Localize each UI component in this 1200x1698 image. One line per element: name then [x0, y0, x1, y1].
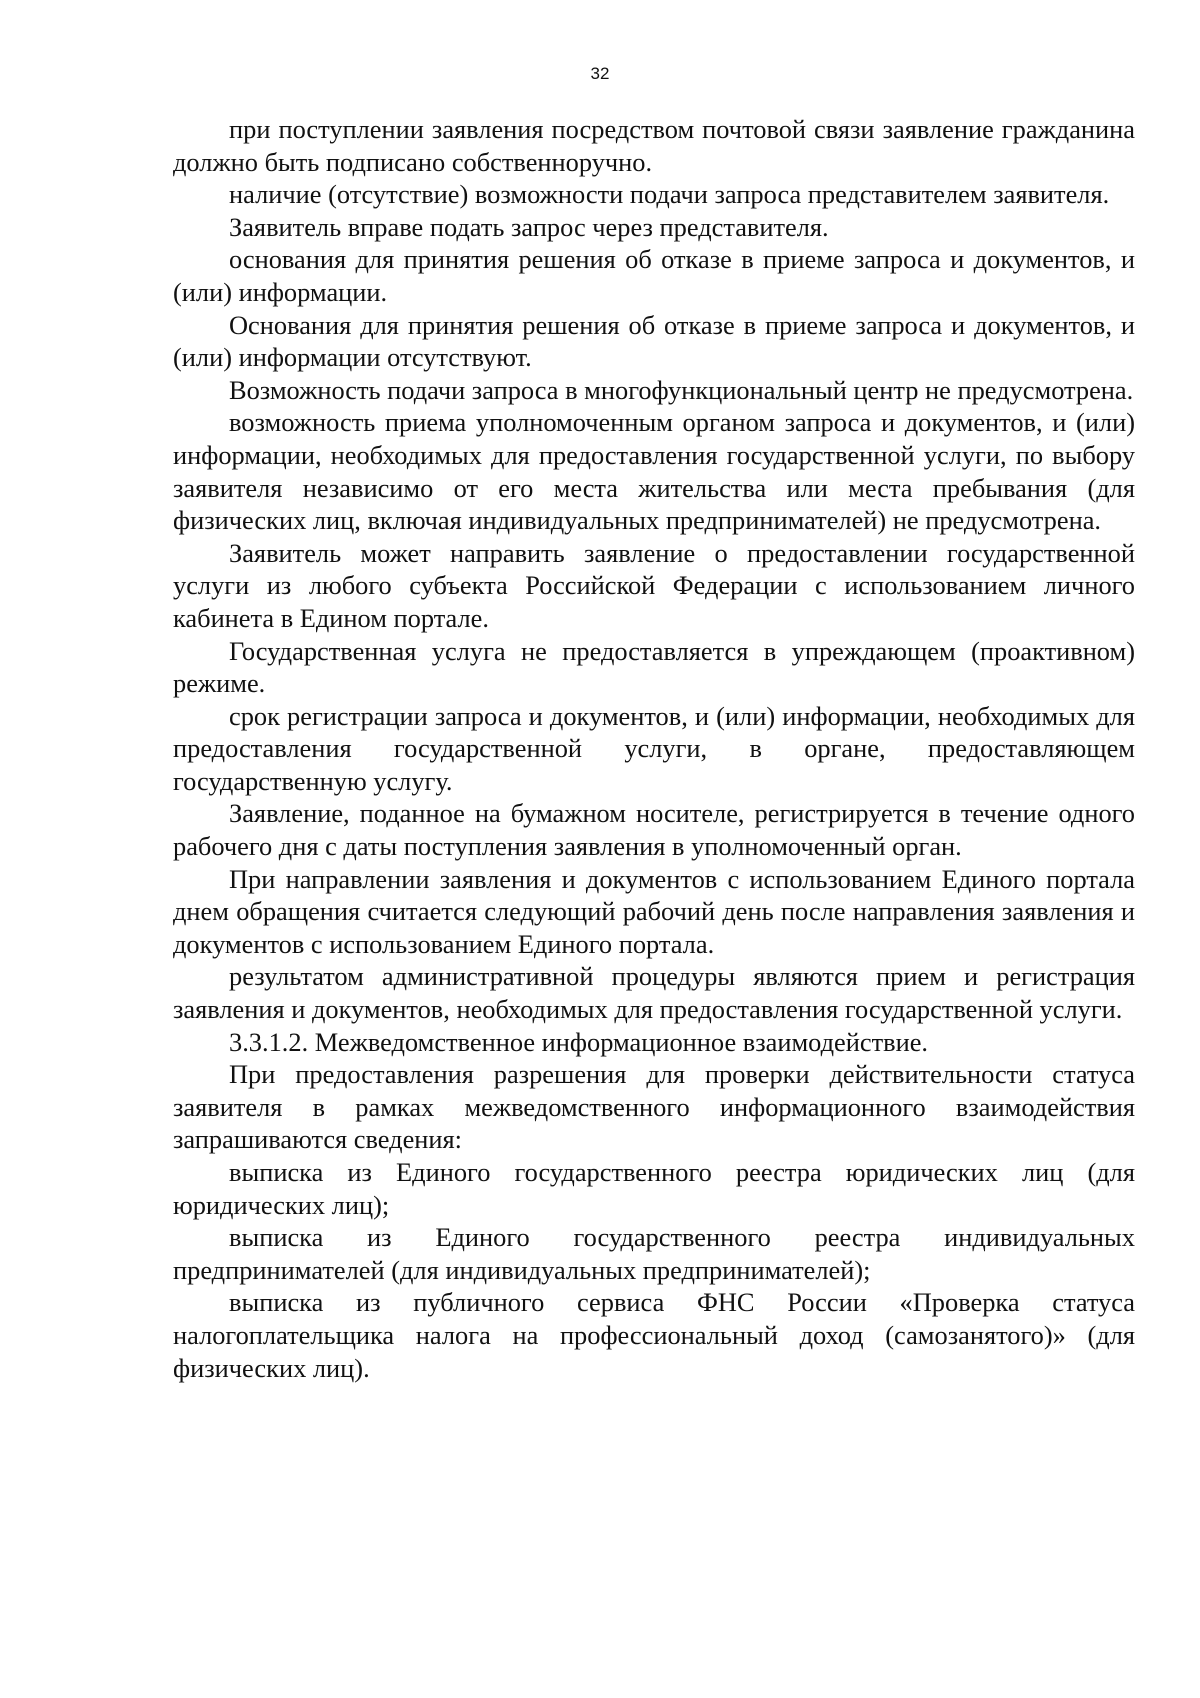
paragraph-procedure-result: результатом административной процедуры являются прием и регистрация заявления и документов, необходимых для предоставления государственной услуги. [173, 961, 1135, 1025]
list-item-egrip: выписка из Единого государственного реестра индивидуальных предпринимателей (для индивидуальных предпринимателей); [173, 1222, 1135, 1285]
paragraph-mfc-not-provided: Возможность подачи запроса в многофункциональный центр не предусмотрена. [229, 374, 1134, 405]
paragraph-any-region: Заявитель может направить заявление о предоставлении государственной услуги из любого субъекта Российской Федерации с использованием личного кабинета в Едином портале. [173, 537, 1135, 633]
paragraph-refusal-grounds-heading: основания для принятия решения об отказе в приеме запроса и документов, и (или) информации. [173, 244, 1135, 307]
paragraph-paper-registration: Заявление, поданное на бумажном носителе, регистрируется в течение одного рабочего дня с даты поступления заявления в уполномоченный орган. [173, 798, 1135, 862]
page-number: 32 [590, 64, 610, 83]
paragraph-proactive-mode: Государственная услуга не предоставляется в упреждающем (проактивном) режиме. [173, 635, 1135, 699]
paragraph-registration-term-heading: срок регистрации запроса и документов, и (или) информации, необходимых для предоставления государственной услуги, в органе, предоставляющем государственную услугу. [173, 700, 1135, 796]
paragraph-interagency-requests: При предоставления разрешения для проверки действительности статуса заявителя в рамках межведомственного информационного взаимодействия запрашиваются сведения: [173, 1059, 1135, 1155]
list-item-fns-self-employed: выписка из публичного сервиса ФНС России «Проверка статуса налогоплательщика налога на профессиональный доход (самозанятого)» (для физических лиц). [173, 1287, 1135, 1383]
list-item-egrul: выписка из Единого государственного реестра юридических лиц (для юридических лиц); [173, 1157, 1135, 1220]
paragraph-representative-heading: наличие (отсутствие) возможности подачи запроса представителем заявителя. [229, 179, 1110, 210]
paragraph-representative-allowed: Заявитель вправе подать запрос через представителя. [229, 211, 829, 242]
section-heading-3-3-1-2: 3.3.1.2. Межведомственное информационное взаимодействие. [229, 1026, 929, 1057]
paragraph-portal-registration: При направлении заявления и документов с использованием Единого портала днем обращения считается следующий рабочий день после направления заявления и документов с использованием Единого портала. [173, 863, 1135, 959]
paragraph-extraterritorial: возможность приема уполномоченным органом запроса и документов, и (или) информации, необходимых для предоставления государственной услуги, по выбору заявителя независимо от его места жительства или места пребывания (для физических лиц, включая индивидуальных предпринимателей) не предусмотрена. [173, 407, 1135, 536]
paragraph-refusal-grounds-absent: Основания для принятия решения об отказе в приеме запроса и документов, и (или) информации отсутствуют. [173, 309, 1135, 373]
paragraph-postal-signature: при поступлении заявления посредством почтовой связи заявление гражданина должно быть подписано собственноручно. [173, 114, 1135, 177]
document-body [173, 113, 1135, 1384]
